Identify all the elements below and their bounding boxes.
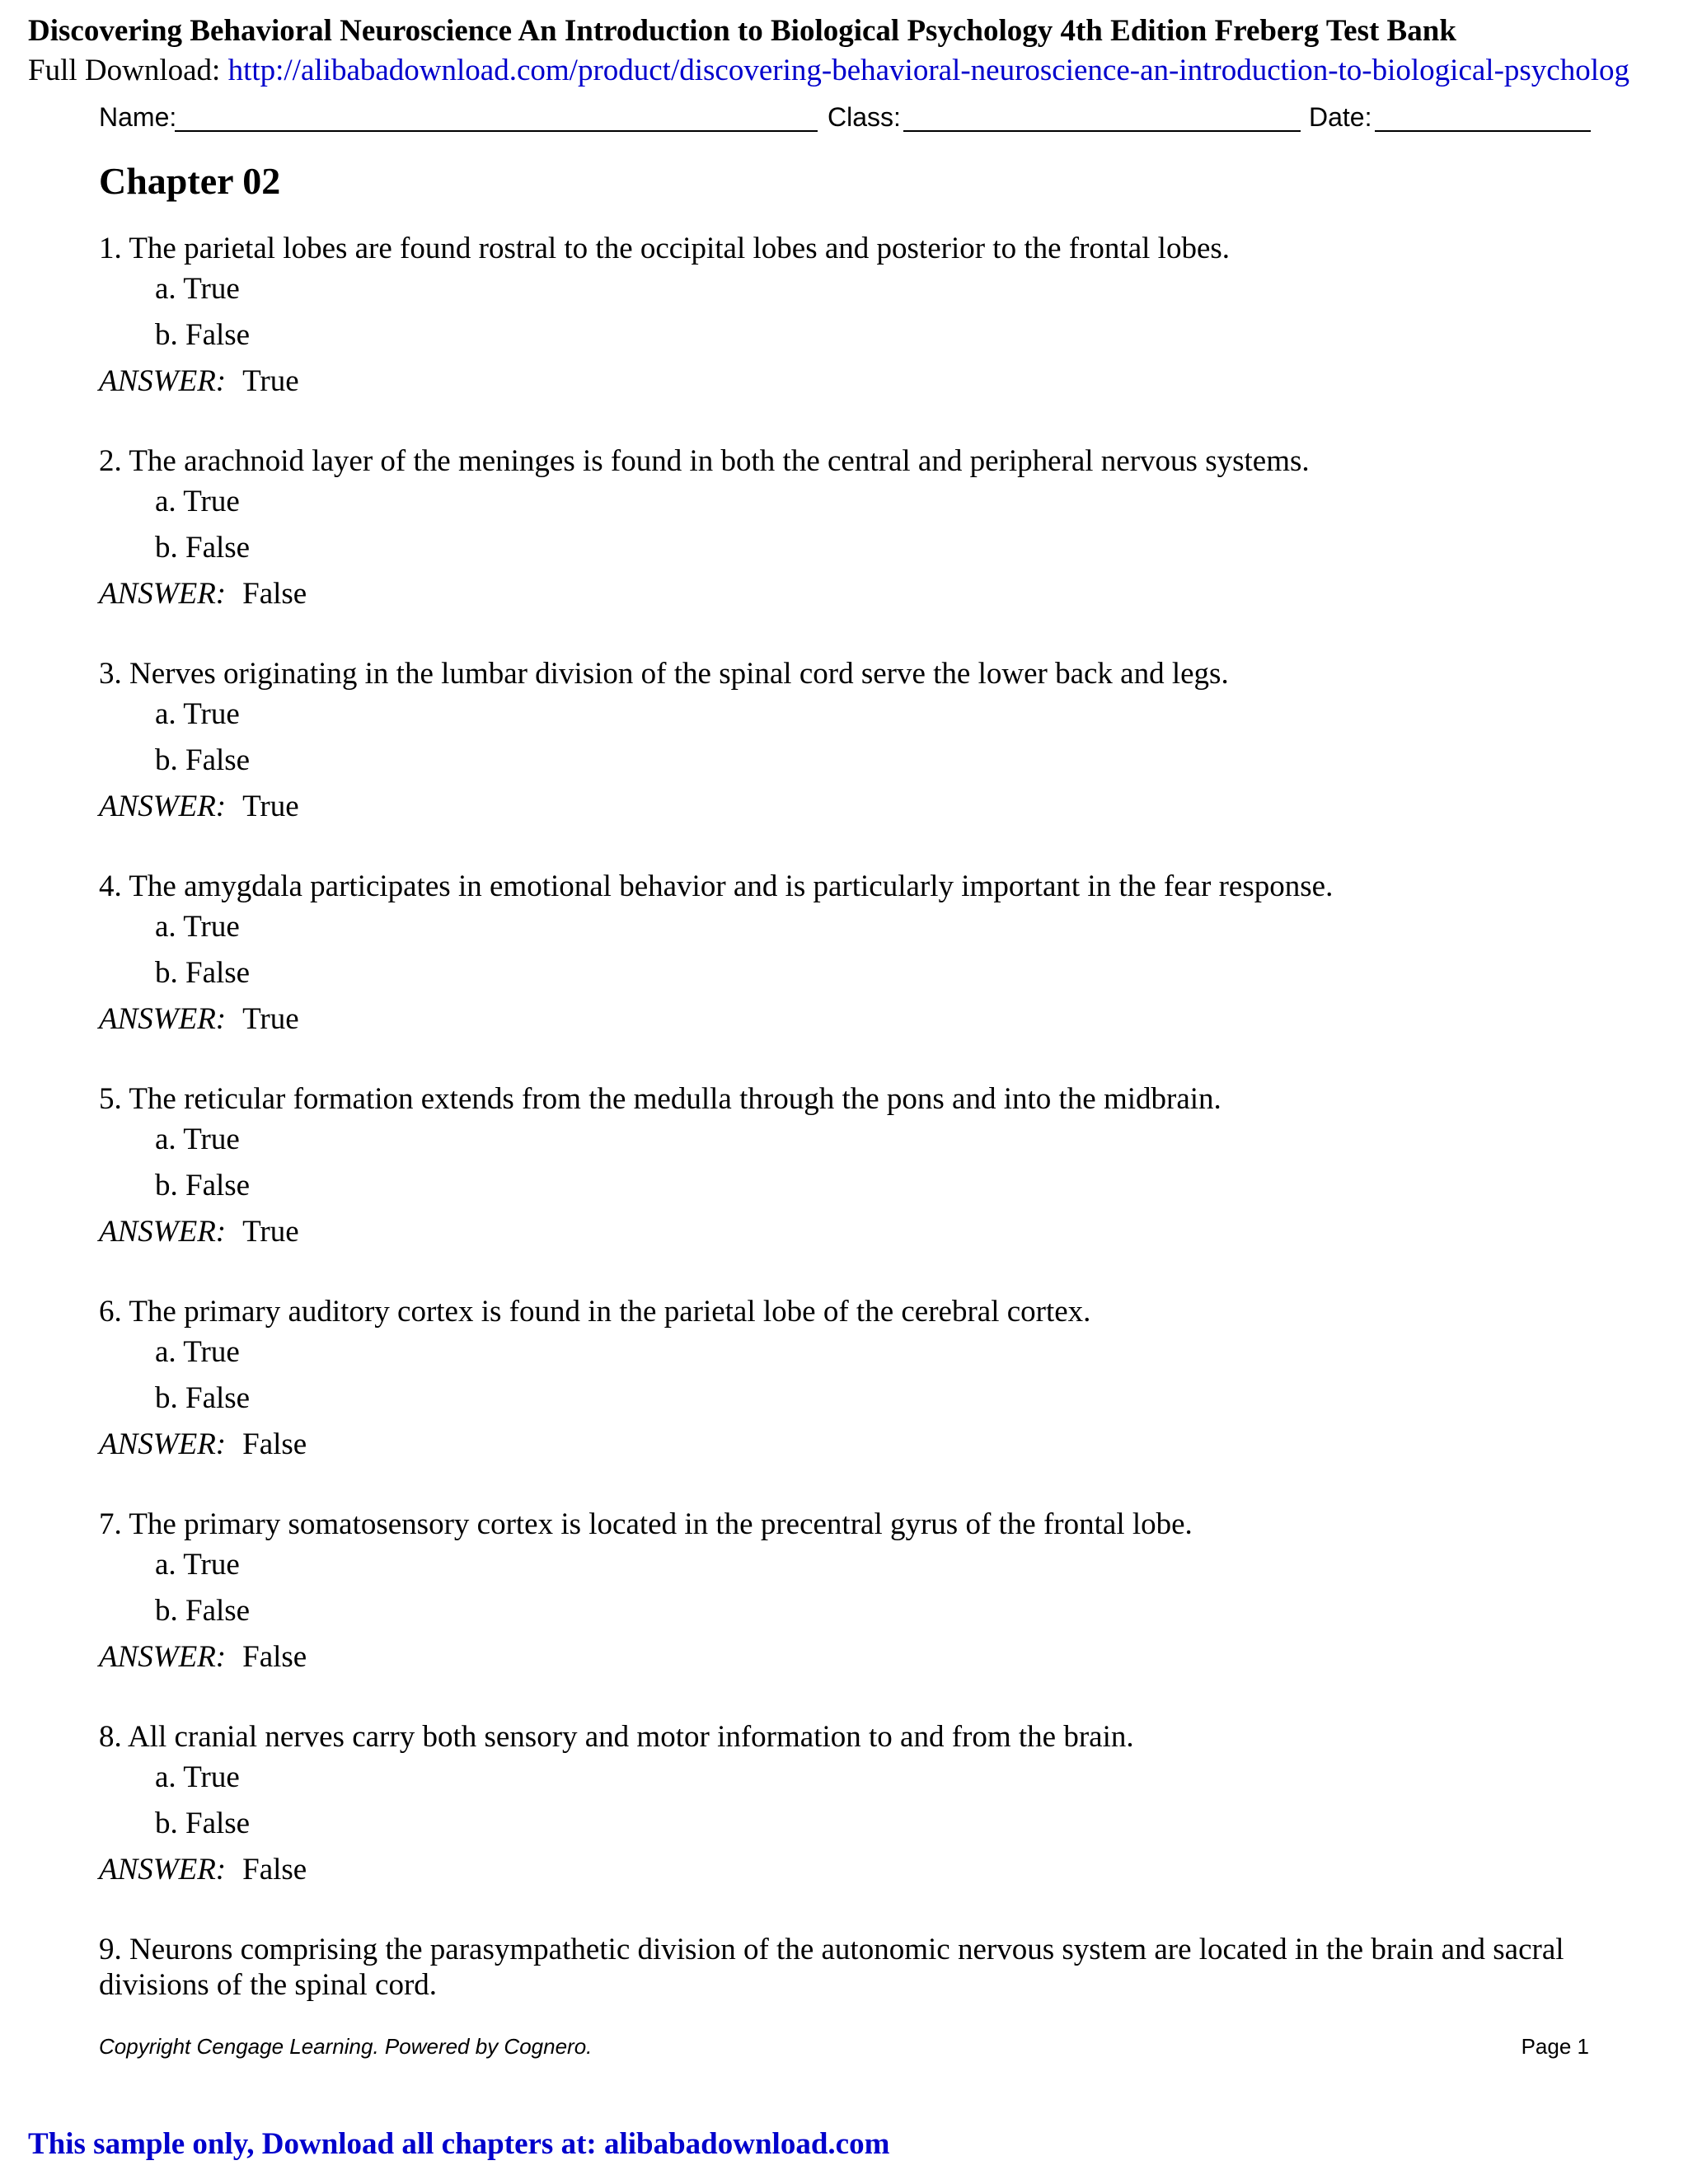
answer-row <box>99 1847 1582 1893</box>
answer-value: False <box>242 1427 307 1461</box>
name-field[interactable] <box>99 97 176 137</box>
question-text: 3. Nerves originating in the lumbar division of the spinal cord serve the lower back and legs. <box>99 657 1229 691</box>
question-text: 7. The primary somatosensory cortex is located in the precentral gyrus of the frontal lobe. <box>99 1507 1193 1541</box>
student-info-header <box>99 97 1591 137</box>
answer-value: True <box>242 1215 299 1249</box>
name-label: Name: <box>99 102 177 132</box>
option-a[interactable]: a. True <box>155 1335 240 1369</box>
option-a[interactable]: a. True <box>155 697 240 731</box>
answer-label: ANSWER: <box>99 364 227 398</box>
question-item <box>99 1294 1582 1468</box>
question-text: 1. The parietal lobes are found rostral to the occipital lobes and posterior to the frontal lobes. <box>99 232 1231 265</box>
option-b[interactable]: b. False <box>155 318 251 352</box>
question-item <box>99 231 1582 405</box>
option-b[interactable]: b. False <box>155 1807 251 1840</box>
answer-value: True <box>242 364 299 398</box>
answer-value: False <box>242 1640 307 1674</box>
answer-label: ANSWER: <box>99 1215 227 1249</box>
question-item <box>99 656 1582 830</box>
question-text: 6. The primary auditory cortex is found in the parietal lobe of the cerebral cortex. <box>99 1295 1091 1329</box>
download-banner[interactable]: This sample only, Download all chapters at: alibabadownload.com <box>28 2127 890 2161</box>
answer-value: False <box>242 1853 307 1886</box>
option-b[interactable]: b. False <box>155 1381 251 1415</box>
answer-row <box>99 1634 1582 1680</box>
question-text: 4. The amygdala participates in emotional behavior and is particularly important in the fear response. <box>99 869 1334 903</box>
option-a[interactable]: a. True <box>155 1122 240 1156</box>
date-field[interactable] <box>1309 97 1372 137</box>
answer-label: ANSWER: <box>99 577 227 611</box>
question-item <box>99 1932 1582 2003</box>
question-text: 5. The reticular formation extends from the medulla through the pons and into the midbrain. <box>99 1082 1221 1116</box>
answer-row <box>99 1422 1582 1468</box>
answer-label: ANSWER: <box>99 1002 227 1036</box>
download-line <box>28 51 1629 91</box>
date-label: Date: <box>1309 102 1372 132</box>
page-number: Page 1 <box>1521 2034 1589 2059</box>
answer-row <box>99 784 1582 830</box>
answer-row <box>99 1209 1582 1255</box>
date-blank[interactable] <box>1375 130 1591 132</box>
class-blank[interactable] <box>903 130 1301 132</box>
footer-copyright: Copyright Cengage Learning. Powered by Cognero. <box>99 2034 593 2059</box>
answer-value: True <box>242 1002 299 1036</box>
answer-row <box>99 359 1582 405</box>
document-title: Discovering Behavioral Neuroscience An Introduction to Biological Psychology 4th Edition Freberg Test Bank <box>28 14 1456 48</box>
question-item <box>99 1719 1582 1893</box>
question-text: 2. The arachnoid layer of the meninges is found in both the central and peripheral nervous systems. <box>99 444 1310 478</box>
answer-value: False <box>242 577 307 611</box>
answer-label: ANSWER: <box>99 1853 227 1886</box>
question-item <box>99 443 1582 617</box>
option-a[interactable]: a. True <box>155 1760 240 1794</box>
option-b[interactable]: b. False <box>155 1594 251 1628</box>
question-text: 8. All cranial nerves carry both sensory and motor information to and from the brain. <box>99 1720 1134 1754</box>
option-a[interactable]: a. True <box>155 910 240 944</box>
answer-row <box>99 571 1582 617</box>
class-field[interactable] <box>828 97 901 137</box>
option-b[interactable]: b. False <box>155 531 251 565</box>
download-link[interactable]: http://alibabadownload.com/product/discovering-behavioral-neuroscience-an-introduction-to-biological-psycholog <box>227 54 1630 87</box>
option-b[interactable]: b. False <box>155 1169 251 1202</box>
option-b[interactable]: b. False <box>155 956 251 990</box>
option-a[interactable]: a. True <box>155 1548 240 1582</box>
question-item <box>99 1507 1582 1680</box>
chapter-heading: Chapter 02 <box>99 160 281 202</box>
answer-label: ANSWER: <box>99 1427 227 1461</box>
class-label: Class: <box>828 102 901 132</box>
answer-row <box>99 996 1582 1043</box>
option-a[interactable]: a. True <box>155 272 240 306</box>
option-a[interactable]: a. True <box>155 485 240 518</box>
answer-label: ANSWER: <box>99 790 227 823</box>
download-prefix: Full Download: <box>28 54 228 87</box>
answer-label: ANSWER: <box>99 1640 227 1674</box>
question-item <box>99 1081 1582 1255</box>
name-blank[interactable] <box>175 130 818 132</box>
option-b[interactable]: b. False <box>155 743 251 777</box>
question-item <box>99 869 1582 1043</box>
question-text: 9. Neurons comprising the parasympathetic division of the autonomic nervous system are located in the brain and sacral divisions of the spinal cord. <box>99 1933 1564 2002</box>
answer-value: True <box>242 790 299 823</box>
